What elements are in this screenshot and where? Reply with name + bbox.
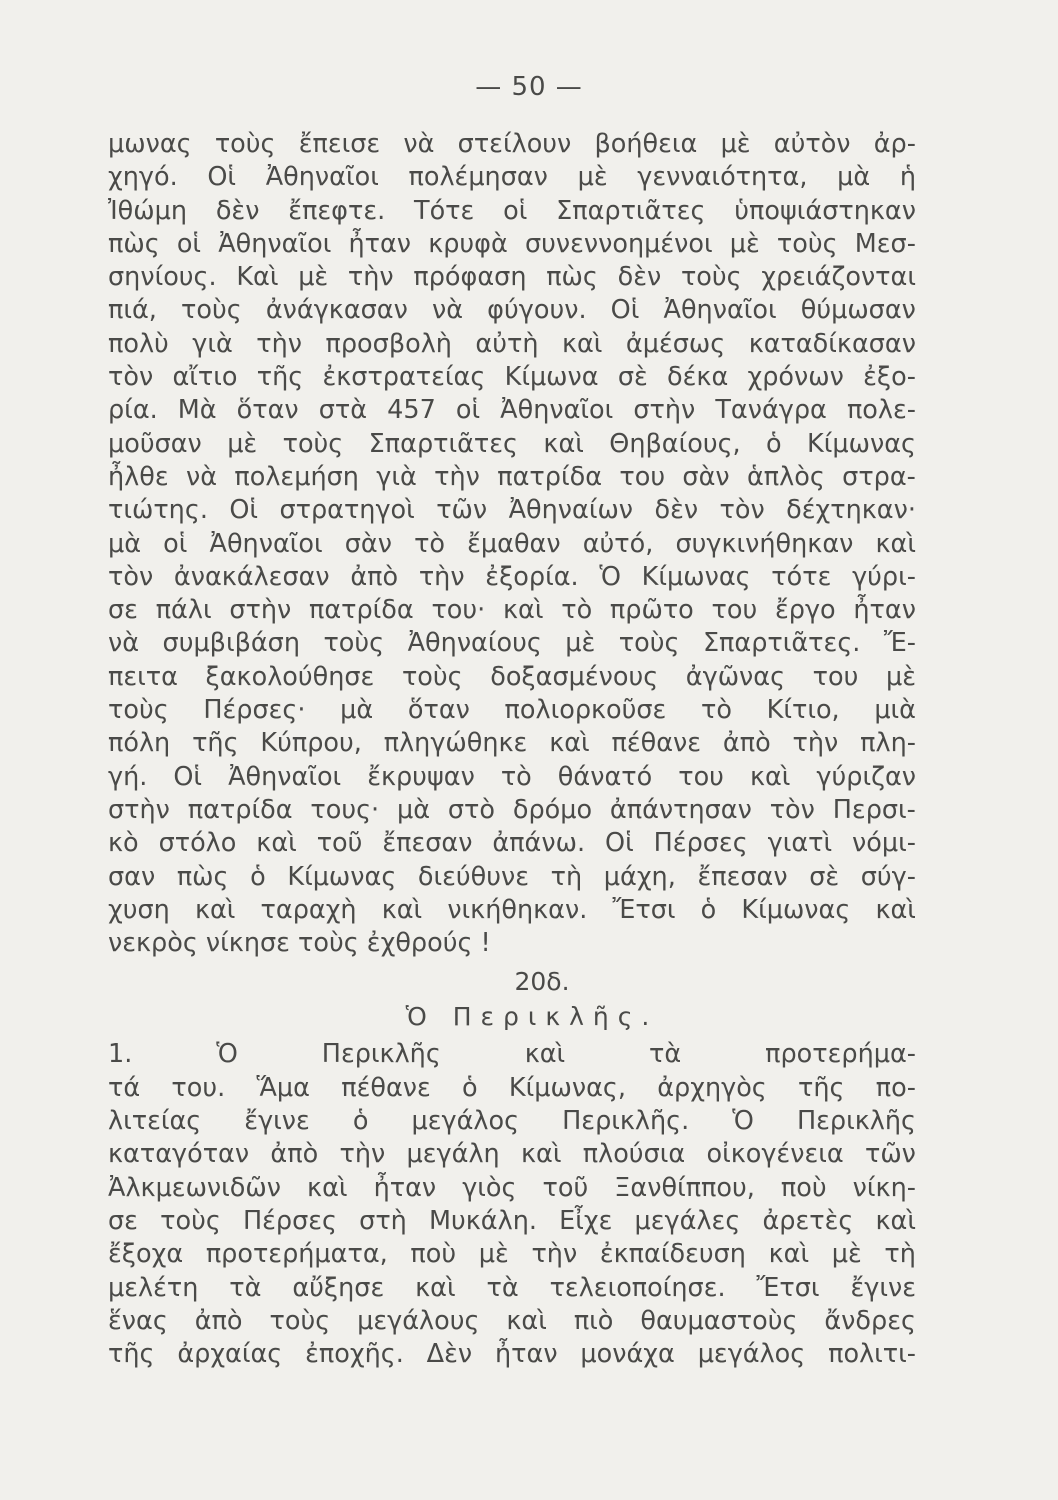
text-line: χυση καὶ ταραχὴ καὶ νικήθηκαν. Ἔτσι ὁ Κίμωνας καὶ — [108, 894, 916, 925]
text-line: μὰ οἱ Ἀθηναῖοι σὰν τὸ ἔμαθαν αὐτό, συγκινήθηκαν καὶ — [108, 528, 916, 559]
text-line: τὸν αἴτιο τῆς ἐκστρατείας Κίμωνα σὲ δέκα χρόνων ἐξο- — [108, 362, 916, 393]
page-number: — 50 — — [475, 72, 583, 102]
text-line: πιά, τοὺς ἀνάγκασαν νὰ φύγουν. Οἱ Ἀθηναῖοι θύμωσαν — [108, 295, 916, 326]
text-line: πὼς οἱ Ἀθηναῖοι ἦταν κρυφὰ συνεννοημένοι μὲ τοὺς Μεσ- — [108, 228, 916, 259]
text-line: τιώτης. Οἱ στρατηγοὶ τῶν Ἀθηναίων δὲν τὸν δέχτηκαν· — [108, 495, 916, 526]
text-line: Ἀλκμεωνιδῶν καὶ ἦταν γιὸς τοῦ Ξανθίππου, ποὺ νίκη- — [108, 1172, 916, 1203]
text-line: μοῦσαν μὲ τοὺς Σπαρτιᾶτες καὶ Θηβαίους, ὁ Κίμωνας — [108, 428, 916, 459]
text-line: τοὺς Πέρσες· μὰ ὅταν πολιορκοῦσε τὸ Κίτιο, μιὰ — [108, 695, 916, 726]
text-line: κὸ στόλο καὶ τοῦ ἔπεσαν ἀπάνω. Οἱ Πέρσες γιατὶ νόμι- — [108, 828, 916, 859]
paragraph-pericles — [108, 1038, 916, 1371]
text-line: ἕνας ἀπὸ τοὺς μεγάλους καὶ πιὸ θαυμαστοὺς ἄνδρες — [108, 1305, 916, 1336]
text-line: σε τοὺς Πέρσες στὴ Μυκάλη. Εἶχε μεγάλες ἀρετὲς καὶ — [108, 1205, 916, 1236]
text-line: χηγό. Οἱ Ἀθηναῖοι πολέμησαν μὲ γενναιότητα, μὰ ἡ — [108, 162, 916, 193]
text-line: ρία. Μὰ ὅταν στὰ 457 οἱ Ἀθηναῖοι στὴν Τανάγρα πολε- — [108, 395, 916, 426]
section-title: Ὁ Περικλῆς. — [405, 1002, 659, 1032]
text-line: γή. Οἱ Ἀθηναῖοι ἔκρυψαν τὸ θάνατό του καὶ γύριζαν — [108, 761, 916, 792]
text-line: τῆς ἀρχαίας ἐποχῆς. Δὲν ἦταν μονάχα μεγάλος πολιτι- — [108, 1339, 916, 1370]
text-line: Ἰθώμη δὲν ἔπεφτε. Τότε οἱ Σπαρτιᾶτες ὑποψιάστηκαν — [108, 195, 916, 226]
paragraph-cimon — [108, 128, 916, 960]
text-line: νὰ συμβιβάση τοὺς Ἀθηναίους μὲ τοὺς Σπαρτιᾶτες. Ἔ- — [108, 628, 916, 659]
text-line: ἔξοχα προτερήματα, ποὺ μὲ τὴν ἐκπαίδευση καὶ μὲ τὴ — [108, 1239, 916, 1270]
text-line: στὴν πατρίδα τους· μὰ στὸ δρόμο ἀπάντησαν τὸν Περσι- — [108, 794, 916, 825]
text-line: σαν πὼς ὁ Κίμωνας διεύθυνε τὴ μάχη, ἔπεσαν σὲ σύγ- — [108, 861, 916, 892]
text-line: σηνίους. Καὶ μὲ τὴν πρόφαση πὼς δὲν τοὺς χρειάζονται — [108, 262, 916, 293]
text-line: σε πάλι στὴν πατρίδα του· καὶ τὸ πρῶτο του ἔργο ἦταν — [108, 595, 916, 626]
text-line: ἦλθε νὰ πολεμήση γιὰ τὴν πατρίδα του σὰν ἁπλὸς στρα- — [108, 461, 916, 492]
text-line: πόλη τῆς Κύπρου, πληγώθηκε καὶ πέθανε ἀπὸ τὴν πλη- — [108, 728, 916, 759]
section-number: 20δ. — [514, 967, 570, 997]
text-line: τὸν ἀνακάλεσαν ἀπὸ τὴν ἐξορία. Ὁ Κίμωνας τότε γύρι- — [108, 561, 916, 592]
text-line: πειτα ξακολούθησε τοὺς δοξασμένους ἀγῶνας του μὲ — [108, 661, 916, 692]
text-line: λιτείας ἔγινε ὁ μεγάλος Περικλῆς. Ὁ Περικλῆς — [108, 1106, 916, 1137]
text-line: νεκρὸς νίκησε τοὺς ἐχθρούς ! — [108, 928, 491, 959]
text-line: τά του. Ἅμα πέθανε ὁ Κίμωνας, ἀρχηγὸς τῆς πο- — [108, 1072, 916, 1103]
text-line: 1. Ὁ Περικλῆς καὶ τὰ προτερήμα- — [108, 1039, 916, 1070]
body-text — [108, 128, 916, 1371]
text-line: πολὺ γιὰ τὴν προσβολὴ αὐτὴ καὶ ἀμέσως καταδίκασαν — [108, 328, 916, 359]
text-line: μελέτη τὰ αὔξησε καὶ τὰ τελειοποίησε. Ἔτσι ἔγινε — [108, 1272, 916, 1303]
text-line: καταγόταν ἀπὸ τὴν μεγάλη καὶ πλούσια οἰκογένεια τῶν — [108, 1139, 916, 1170]
text-line: μωνας τοὺς ἔπεισε νὰ στείλουν βοήθεια μὲ αὐτὸν ἀρ- — [108, 129, 916, 159]
